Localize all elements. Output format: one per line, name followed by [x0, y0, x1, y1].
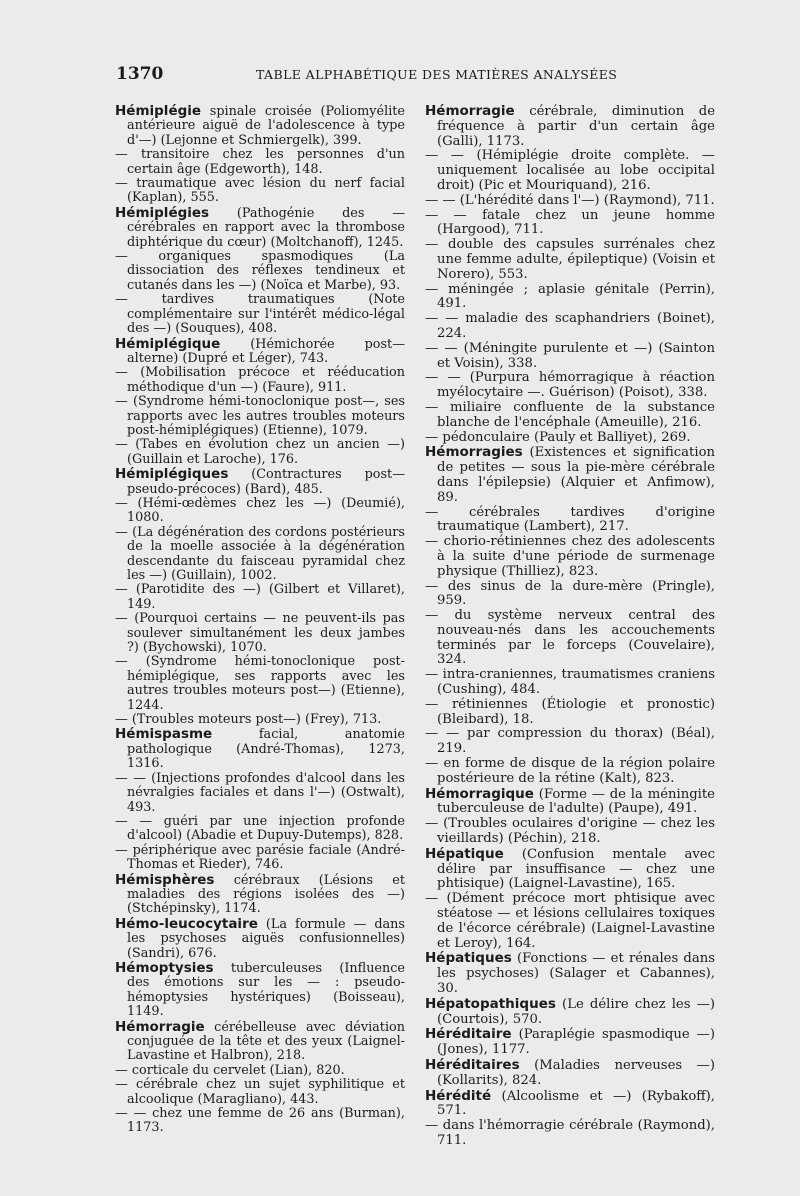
- index-entry: [115, 467, 405, 497]
- index-entry: [115, 583, 405, 612]
- entry-text: — transitoire chez les personnes d'un certain âge (Edgeworth), 148.: [115, 147, 405, 177]
- entry-text: — dans l'hémorragie cérébrale (Raymond), 711.: [425, 1118, 715, 1148]
- entry-text: — pédonculaire (Pauly et Balliyet), 269.: [425, 429, 691, 445]
- entry-text: — méningée ; aplasie génitale (Perrin), 491.: [425, 281, 715, 312]
- index-entry: [425, 312, 715, 342]
- index-entry: [425, 1089, 715, 1120]
- entry-text: — traumatique avec lésion du nerf facial (Kaplan), 555.: [115, 176, 405, 206]
- index-entry: [425, 401, 715, 431]
- entry-text: (Le délire chez les —) (Courtois), 570.: [437, 996, 715, 1027]
- index-entry: [425, 847, 715, 892]
- entry-text: — — fatale chez un jeune homme (Hargood), 711.: [425, 207, 715, 238]
- entry-heading: Héréditaire: [425, 1026, 512, 1043]
- entry-text: (Forme — de la méningite tuberculeuse de l'adulte) (Paupe), 491.: [437, 786, 715, 817]
- index-entry: [115, 497, 405, 526]
- index-entry: [425, 431, 715, 446]
- index-entry: [115, 1107, 405, 1136]
- entry-heading: Hémoptysies: [115, 959, 214, 976]
- entry-text: — rétiniennes (Étiologie et pronostic) (Bleibard), 18.: [425, 696, 715, 727]
- index-entry: [425, 1027, 715, 1058]
- index-entry: [115, 395, 405, 438]
- entry-text: (Paraplégie spasmodique —) (Jones), 1177.: [437, 1027, 715, 1058]
- index-entry: [115, 177, 405, 206]
- index-entry: [425, 342, 715, 372]
- entry-text: — en forme de disque de la région polaire postérieure de la rétine (Kalt), 823.: [425, 756, 715, 786]
- entry-heading: Hémorragie: [425, 103, 515, 119]
- index-entry: [115, 148, 405, 177]
- entry-heading: Hémisphères: [115, 871, 215, 888]
- entry-heading: Hémiplégies: [115, 204, 210, 221]
- entry-text: — (Pourquoi certains — ne peuvent-ils pas soulever simultanément les deux jambes ?) (Bychowski), 1070.: [115, 611, 405, 656]
- entry-heading: Hépatopathiques: [425, 995, 556, 1012]
- entry-text: (Maladies nerveuses —) (Kollarits), 824.: [437, 1058, 715, 1088]
- entry-text: — tardives traumatiques (Note complémentaire sur l'intérêt médico-légal des —) (Souques), 408.: [115, 292, 405, 337]
- index-entry: [425, 668, 715, 698]
- index-entry: [115, 337, 405, 367]
- index-entry: [115, 727, 405, 771]
- entry-text: facial, anatomie pathologique (André-Thomas), 1273, 1316.: [127, 727, 405, 772]
- index-entry: [425, 727, 715, 757]
- index-entry: [115, 772, 405, 815]
- index-entry: [425, 104, 715, 149]
- index-entry: [115, 815, 405, 844]
- entry-text: — (Tabes en évolution chez un ancien —) (Guillain et Laroche), 176.: [115, 437, 405, 467]
- index-entry: [425, 209, 715, 239]
- index-entry: [115, 104, 405, 148]
- entry-text: (Hémichorée post— alterne) (Dupré et Léger), 743.: [127, 336, 405, 366]
- index-entry: [425, 371, 715, 401]
- index-entry: [115, 250, 405, 293]
- running-title: TABLE ALPHABÉTIQUE DES MATIÈRES ANALYSÉES: [256, 67, 618, 82]
- left-column: [115, 104, 405, 1136]
- entry-text: — — (Méningite purulente et —) (Sainton et Voisin), 338.: [425, 340, 715, 371]
- entry-text: (Existences et signification de petites — sous la pie-mère cérébrale dans l'épilepsie) (Alquier et Anfimow), 89.: [437, 445, 715, 505]
- index-entry: [115, 366, 405, 395]
- entry-text: — des sinus de la dure-mère (Pringle), 959.: [425, 578, 715, 609]
- entry-heading: Hémorragique: [425, 785, 534, 802]
- page-header: [0, 64, 800, 86]
- entry-text: — — guéri par une injection profonde d'alcool) (Abadie et Dupuy-Dutemps), 828.: [115, 813, 405, 844]
- entry-heading: Hépatique: [425, 845, 504, 862]
- entry-text: cérébraux (Lésions et maladies des régions isolées des —) (Stchépinsky), 1174.: [127, 872, 405, 917]
- index-entry: [115, 844, 405, 873]
- entry-heading: Hémiplégique: [115, 335, 221, 352]
- entry-text: — (Mobilisation précoce et rééducation méthodique d'un —) (Faure), 911.: [115, 365, 405, 395]
- entry-text: — périphérique avec parésie faciale (André-Thomas et Rieder), 746.: [115, 842, 405, 873]
- entry-text: — — (Hémiplégie droite complète. — uniquement localisée au lobe occipital droit) (Pic et Mouriquand), 216.: [425, 148, 715, 193]
- entry-text: — cérébrales tardives d'origine traumatique (Lambert), 217.: [425, 504, 715, 535]
- entry-text: (Fonctions — et rénales dans les psychoses) (Salager et Cabannes), 30.: [437, 951, 715, 997]
- entry-text: — — (Purpura hémorragique à réaction myélocytaire —. Guérison) (Poisot), 338.: [425, 370, 715, 401]
- entry-text: — (Parotidite des —) (Gilbert et Villaret), 149.: [115, 582, 405, 612]
- entry-text: (Contractures post—pseudo-précoces) (Bard), 485.: [127, 467, 405, 497]
- index-entry: [115, 961, 405, 1020]
- entry-text: spinale croisée (Poliomyélite antérieure aiguë de l'adolescence à type d'—) (Lejonne et Schmiergelk), 399.: [127, 104, 405, 148]
- entry-text: (La formule — dans les psychoses aiguës confusionnelles) (Sandri), 676.: [127, 916, 405, 961]
- index-entry: [425, 1058, 715, 1089]
- index-entry: [115, 1020, 405, 1064]
- entry-heading: Hémispasme: [115, 726, 213, 743]
- entry-text: — intra-craniennes, traumatismes craniens (Cushing), 484.: [425, 667, 715, 698]
- index-entry: [425, 194, 715, 209]
- entry-text: — (Syndrome hémi-tonoclonique post—, ses rapports avec les autres troubles moteurs post-hémiplégiques) (Etienne), 1079.: [115, 394, 405, 438]
- entry-text: — — (L'hérédité dans l'—) (Raymond), 711.: [425, 192, 715, 208]
- index-entry: [115, 612, 405, 655]
- entry-text: — — maladie des scaphandriers (Boinet), 224.: [425, 311, 715, 341]
- entry-heading: Héréditaires: [425, 1057, 520, 1073]
- entry-text: — chorio-rétiniennes chez des adolescents à la suite d'une période de surmenage physique (Thilliez), 823.: [425, 534, 715, 579]
- entry-heading: Hémo-leucocytaire: [115, 915, 258, 932]
- index-entry: [425, 817, 715, 847]
- entry-text: cérébelleuse avec déviation conjuguée de la tête et des yeux (Laignel-Lavastine et Halbron), 218.: [127, 1019, 405, 1064]
- index-entry: [425, 283, 715, 313]
- index-entry: [115, 655, 405, 713]
- index-entry: [115, 526, 405, 584]
- entry-heading: Hémorragies: [425, 444, 523, 461]
- index-entry: [115, 438, 405, 467]
- index-entry: [115, 917, 405, 961]
- entry-text: cérébrale, diminution de fréquence à partir d'un certain âge (Galli), 1173.: [437, 104, 715, 149]
- entry-heading: Hépatiques: [425, 950, 512, 967]
- entry-text: — (La dégénération des cordons postérieurs de la moelle associée à la dégénération descendante du faisceau pyramidal chez les —) (Guillain), 1002.: [115, 524, 405, 583]
- index-entry: [425, 580, 715, 610]
- entry-text: — (Troubles oculaires d'origine — chez les vieillards) (Péchin), 218.: [425, 816, 715, 847]
- entry-text: — double des capsules surrénales chez une femme adulte, épileptique) (Voisin et Norero), 553.: [425, 237, 715, 282]
- entry-heading: Hérédité: [425, 1087, 492, 1104]
- entry-text: — du système nerveux central des nouveau-nés dans les accouchements terminés par le forceps (Couvelaire), 324.: [425, 608, 715, 668]
- entry-text: — (Hémi-œdèmes chez les —) (Deumié), 1080.: [115, 495, 405, 526]
- index-entry: [425, 787, 715, 818]
- index-entry: [115, 206, 405, 250]
- index-entry: [115, 1078, 405, 1107]
- entry-text: tuberculeuses (Influence des émotions sur les — : pseudo-hémoptysies hystériques) (Boisseau), 1149.: [127, 960, 405, 1020]
- entry-heading: Hémorragie: [115, 1018, 205, 1035]
- entry-text: — cérébrale chez un sujet syphilitique et alcoolique (Maragliano), 443.: [115, 1077, 405, 1107]
- index-entry: [115, 293, 405, 336]
- index-entry: [115, 873, 405, 917]
- entry-text: — (Syndrome hémi-tonoclonique post-hémiplégique, ses rapports avec les autres troubles moteurs post—) (Etienne), 1244.: [115, 654, 405, 713]
- entry-text: — organiques spasmodiques (La dissociation des réflexes tendineux et cutanés dans les —) (Noïca et Marbe), 93.: [115, 249, 405, 293]
- index-entry: [425, 997, 715, 1028]
- entry-text: — — (Injections profondes d'alcool dans les névralgies faciales et dans l'—) (Ostwalt), 493.: [115, 770, 405, 815]
- index-entry: [425, 698, 715, 728]
- entry-text: — miliaire confluente de la substance blanche de l'encéphale (Ameuille), 216.: [425, 399, 715, 430]
- entry-text: (Confusion mentale avec délire par insuffisance — chez une phtisique) (Laignel-Lavastine), 165.: [437, 846, 715, 892]
- index-entry: [425, 149, 715, 193]
- entry-text: — (Dément précoce mort phtisique avec stéatose — et lésions cellulaires toxiques de l'écorce cérébrale) (Laignel-Lavastine et Leroy), 164.: [425, 891, 715, 951]
- index-entry: [425, 238, 715, 282]
- entry-text: — (Troubles moteurs post—) (Frey), 713.: [115, 712, 382, 728]
- right-column: [425, 104, 715, 1149]
- index-entry: [425, 892, 715, 951]
- index-entry: [115, 713, 405, 727]
- page-number: 1370: [116, 64, 164, 84]
- entry-text: — — par compression du thorax) (Béal), 219.: [425, 726, 715, 757]
- entry-text: — corticale du cervelet (Lian), 820.: [115, 1062, 345, 1078]
- index-entry: [425, 506, 715, 536]
- index-entry: [425, 757, 715, 787]
- index-entry: [425, 951, 715, 996]
- entry-text: (Pathogénie des — cérébrales en rapport avec la thrombose diphtérique du cœur) (Moltchanoff), 1245.: [127, 205, 405, 250]
- entry-heading: Hémiplégiques: [115, 466, 229, 483]
- index-entry: [115, 1064, 405, 1078]
- index-entry: [425, 445, 715, 505]
- entry-text: — — chez une femme de 26 ans (Burman), 1173.: [115, 1106, 405, 1136]
- index-entry: [425, 535, 715, 579]
- index-entry: [425, 609, 715, 668]
- entry-text: (Alcoolisme et —) (Rybakoff), 571.: [437, 1088, 715, 1119]
- index-entry: [425, 1119, 715, 1149]
- entry-heading: Hémiplégie: [115, 103, 202, 119]
